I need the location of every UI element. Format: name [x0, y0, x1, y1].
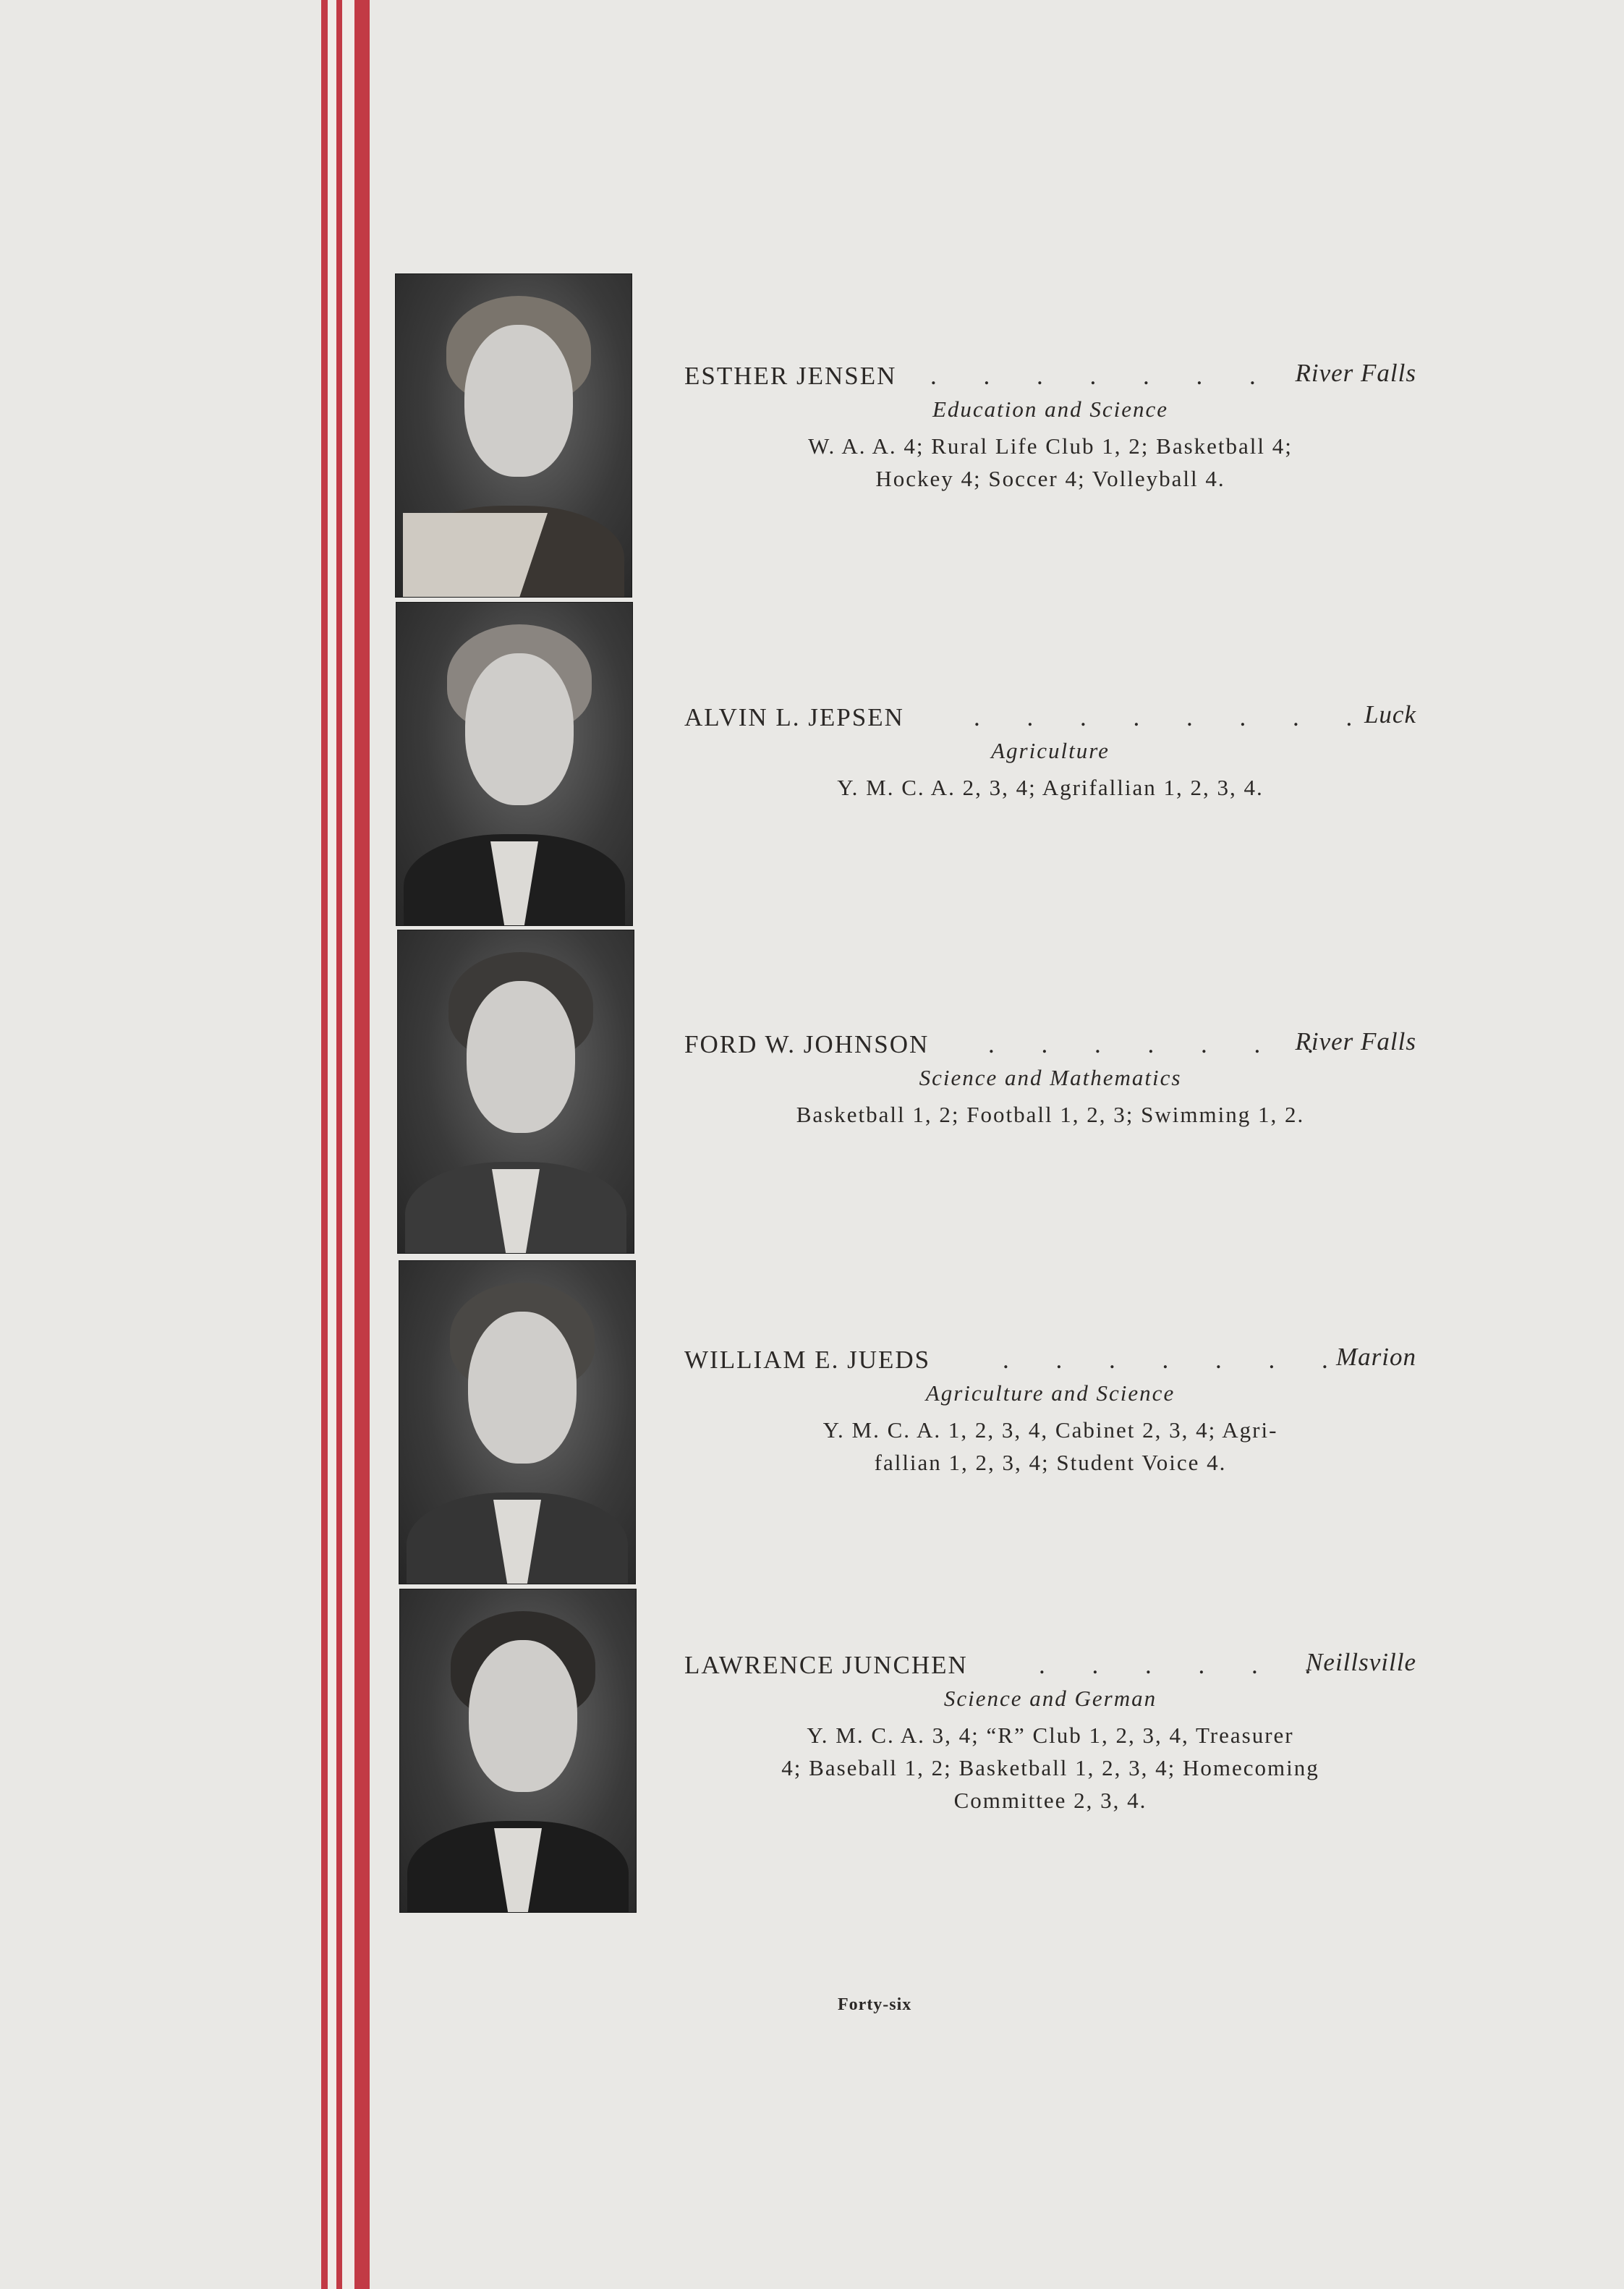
student-name: ALVIN L. JEPSEN [684, 703, 904, 731]
leader-dots: . . . . . . . . [974, 703, 1373, 731]
student-entry [684, 1027, 1416, 1131]
leader-dots: . . . . . . . [930, 362, 1276, 390]
red-stripe [336, 0, 342, 2289]
hometown: Neillsville [1306, 1648, 1416, 1676]
hometown: Marion [1336, 1343, 1416, 1371]
activities: Y. M. C. A. 1, 2, 3, 4, Cabinet 2, 3, 4; Agri- fallian 1, 2, 3, 4; Student Voice 4. [822, 1417, 1278, 1475]
activities: Y. M. C. A. 3, 4; “R” Club 1, 2, 3, 4, Treasurer 4; Baseball 1, 2; Basketball 1, 2, 3, 4; Homecoming Committee 2, 3, 4. [781, 1723, 1319, 1813]
student-entry [684, 1648, 1416, 1817]
student-name: WILLIAM E. JUEDS [684, 1346, 931, 1374]
course-of-study: Agriculture and Science [925, 1380, 1176, 1406]
portrait-photo [399, 1260, 636, 1584]
leader-dots: . . . . . . [1039, 1651, 1332, 1679]
red-stripe [321, 0, 328, 2289]
leader-dots: . . . . . . . [988, 1030, 1334, 1058]
activities: W. A. A. 4; Rural Life Club 1, 2; Basketball 4; Hockey 4; Soccer 4; Volleyball 4. [808, 433, 1293, 491]
student-name: FORD W. JOHNSON [684, 1030, 930, 1058]
stripe-gap [328, 0, 336, 2289]
hometown: Luck [1364, 700, 1416, 729]
portrait-photo [395, 273, 632, 598]
course-of-study: Science and German [943, 1686, 1157, 1711]
hometown: River Falls [1295, 359, 1416, 387]
activities: Y. M. C. A. 2, 3, 4; Agrifallian 1, 2, 3, 4. [837, 775, 1264, 800]
course-of-study: Education and Science [932, 396, 1169, 422]
stripe-gap [342, 0, 354, 2289]
page-number: Forty-six [838, 1995, 912, 2014]
portrait-photo [396, 602, 633, 926]
portrait-photo [397, 930, 634, 1254]
student-name: LAWRENCE JUNCHEN [684, 1651, 968, 1679]
red-stripe [354, 0, 370, 2289]
hometown: River Falls [1295, 1027, 1416, 1056]
portrait-photo [399, 1589, 637, 1913]
student-name: ESTHER JENSEN [684, 362, 897, 390]
student-entry [684, 700, 1416, 804]
course-of-study: Science and Mathematics [919, 1065, 1182, 1090]
course-of-study: Agriculture [991, 738, 1110, 763]
student-entry [684, 359, 1416, 495]
activities: Basketball 1, 2; Football 1, 2, 3; Swimming 1, 2. [796, 1102, 1305, 1127]
leader-dots: . . . . . . . [1003, 1346, 1348, 1374]
student-entry [684, 1343, 1416, 1479]
